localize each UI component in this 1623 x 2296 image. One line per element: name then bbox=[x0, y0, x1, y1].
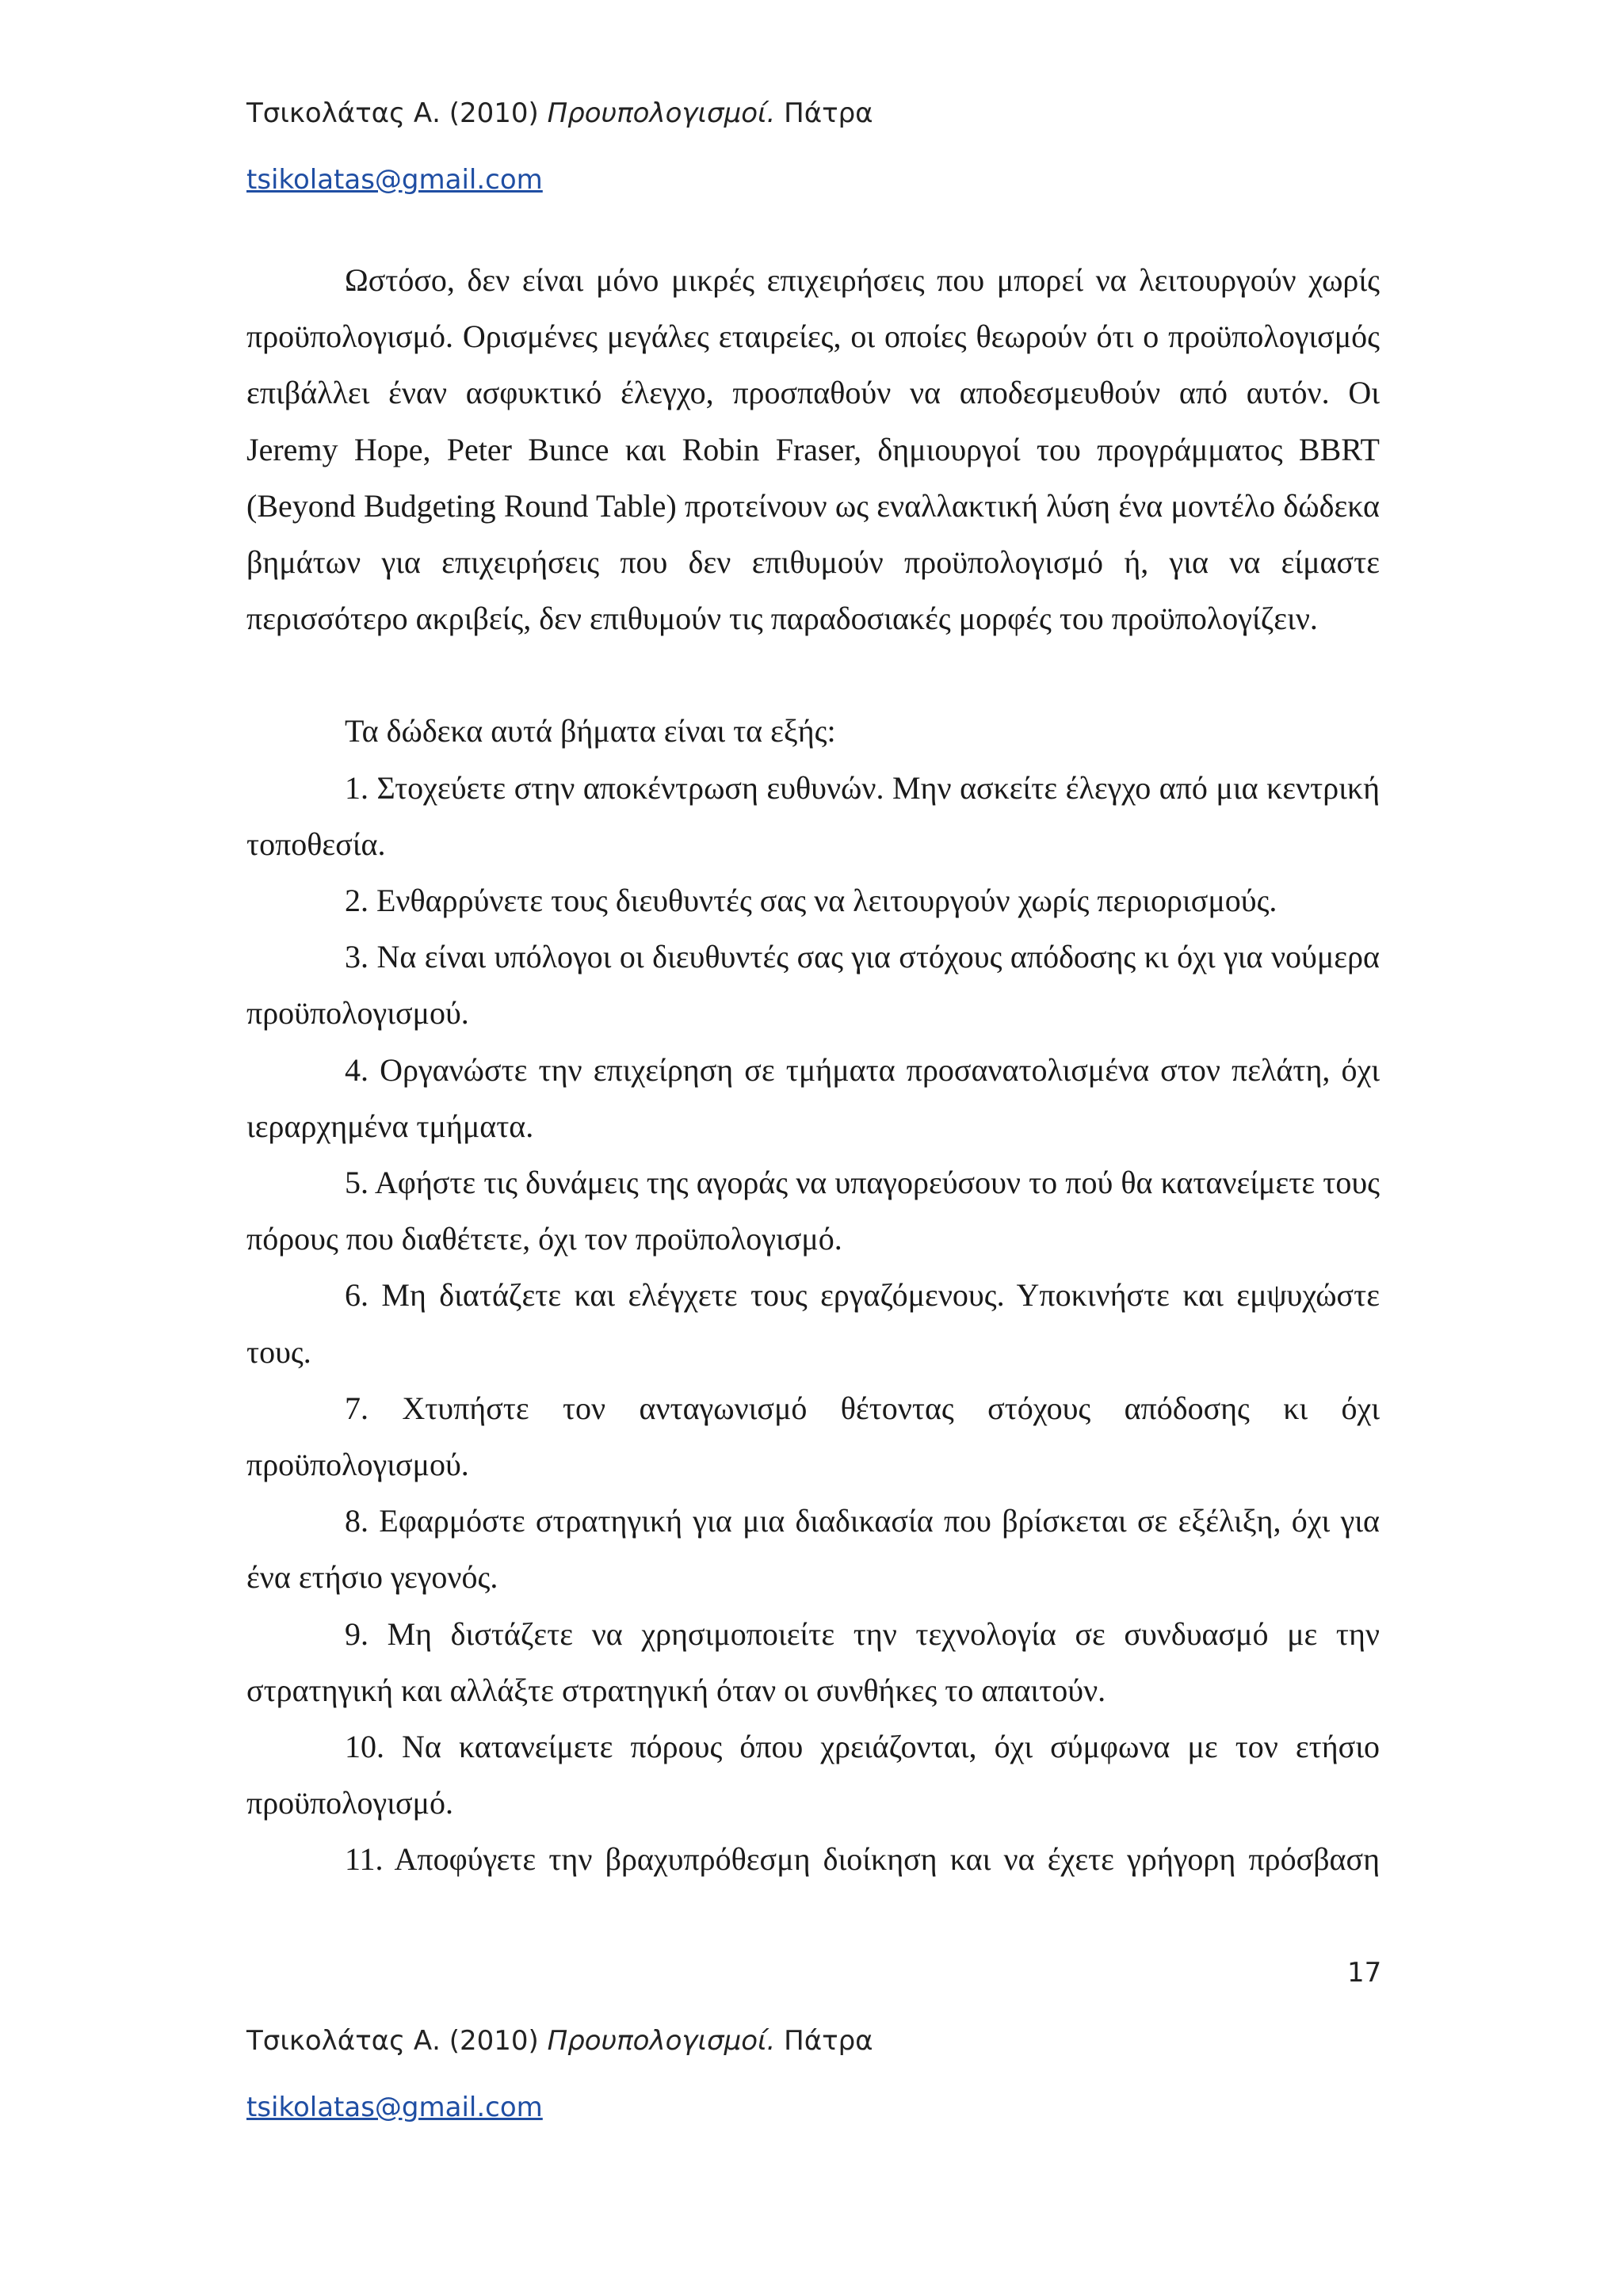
page-footer bbox=[246, 2024, 873, 2124]
paragraph-gap bbox=[246, 646, 1380, 703]
citation-author: Τσικολάτας Α. (2010) bbox=[246, 97, 548, 129]
header-email-link[interactable]: tsikolatas@gmail.com bbox=[246, 164, 543, 196]
citation-author: Τσικολάτας Α. (2010) bbox=[246, 2025, 548, 2057]
citation-line bbox=[246, 97, 873, 130]
step-item: 8. Εφαρμόστε στρατηγική για μια διαδικασία που βρίσκεται σε εξέλιξη, όχι για ένα ετήσιο γεγονός. bbox=[246, 1503, 1380, 1596]
step-item: 10. Να κατανείμετε πόρους όπου χρειάζονται, όχι σύμφωνα με τον ετήσιο προϋπολογισμό. bbox=[246, 1729, 1380, 1821]
step-item: 2. Ενθαρρύνετε τους διευθυντές σας να λειτουργούν χωρίς περιορισμούς. bbox=[345, 883, 1277, 919]
step-item: 5. Αφήστε τις δυνάμεις της αγοράς να υπαγορεύσουν το πού θα κατανείμετε τους πόρους που διαθέτετε, όχι τον προϋπολογισμό. bbox=[246, 1165, 1380, 1257]
citation-line bbox=[246, 2024, 873, 2058]
step-item: 1. Στοχεύετε στην αποκέντρωση ευθυνών. Μην ασκείτε έλεγχο από μια κεντρική τοποθεσία. bbox=[246, 769, 1380, 862]
footer-email-link[interactable]: tsikolatas@gmail.com bbox=[246, 2092, 543, 2123]
steps-intro: Τα δώδεκα αυτά βήματα είναι τα εξής: bbox=[345, 713, 836, 749]
page-header bbox=[246, 97, 873, 196]
step-item: 11. Αποφύγετε την βραχυπρόθεσμη διοίκηση και να έχετε γρήγορη πρόσβαση bbox=[345, 1841, 1380, 1878]
step-item: 6. Μη διατάζετε και ελέγχετε τους εργαζόμενους. Υποκινήστε και εμψυχώστε τους. bbox=[246, 1277, 1380, 1370]
step-item: 7. Χτυπήστε τον ανταγωνισμό θέτοντας στόχους απόδοσης κι όχι προϋπολογισμού. bbox=[246, 1390, 1380, 1483]
citation-title: Προυπολογισμοί. bbox=[547, 2025, 776, 2057]
citation-city: Πάτρα bbox=[775, 2025, 873, 2057]
step-item: 3. Να είναι υπόλογοι οι διευθυντές σας για στόχους απόδοσης κι όχι για νούμερα προϋπολογισμού. bbox=[246, 939, 1380, 1032]
step-item: 9. Μη διστάζετε να χρησιμοποιείτε την τεχνολογία σε συνδυασμό με την στρατηγική και αλλάξτε στρατηγική όταν οι συνθήκες το απαιτούν. bbox=[246, 1615, 1380, 1708]
intro-paragraph: Ωστόσο, δεν είναι μόνο μικρές επιχειρήσεις που μπορεί να λειτουργούν χωρίς προϋπολογισμό. Ορισμένες μεγάλες εταιρείες, οι οποίες θεωρούν ότι ο προϋπολογισμός επιβάλλει έναν ασφυκτικό έλεγχο, προσπαθούν να αποδεσμευθούν από αυτόν. Οι Jeremy Hope, Peter Bunce και Robin Fraser, δημιουργοί του προγράμματος BBRT (Beyond Budgeting Round Table) προτείνουν ως εναλλακτική λύση ένα μοντέλο δώδεκα βημάτων για επιχειρήσεις που δεν επιθυμούν προϋπολογισμό ή, για να είμαστε περισσότερο ακριβείς, δεν επιθυμούν τις παραδοσιακές μορφές του προϋπολογίζειν. bbox=[246, 262, 1380, 637]
page-number: 17 bbox=[1347, 1957, 1382, 1989]
citation-city: Πάτρα bbox=[775, 97, 873, 129]
step-item: 4. Οργανώστε την επιχείρηση σε τμήματα προσανατολισμένα στον πελάτη, όχι ιεραρχημένα τμήματα. bbox=[246, 1051, 1380, 1144]
main-text bbox=[246, 252, 1380, 1888]
citation-title: Προυπολογισμοί. bbox=[547, 97, 776, 129]
